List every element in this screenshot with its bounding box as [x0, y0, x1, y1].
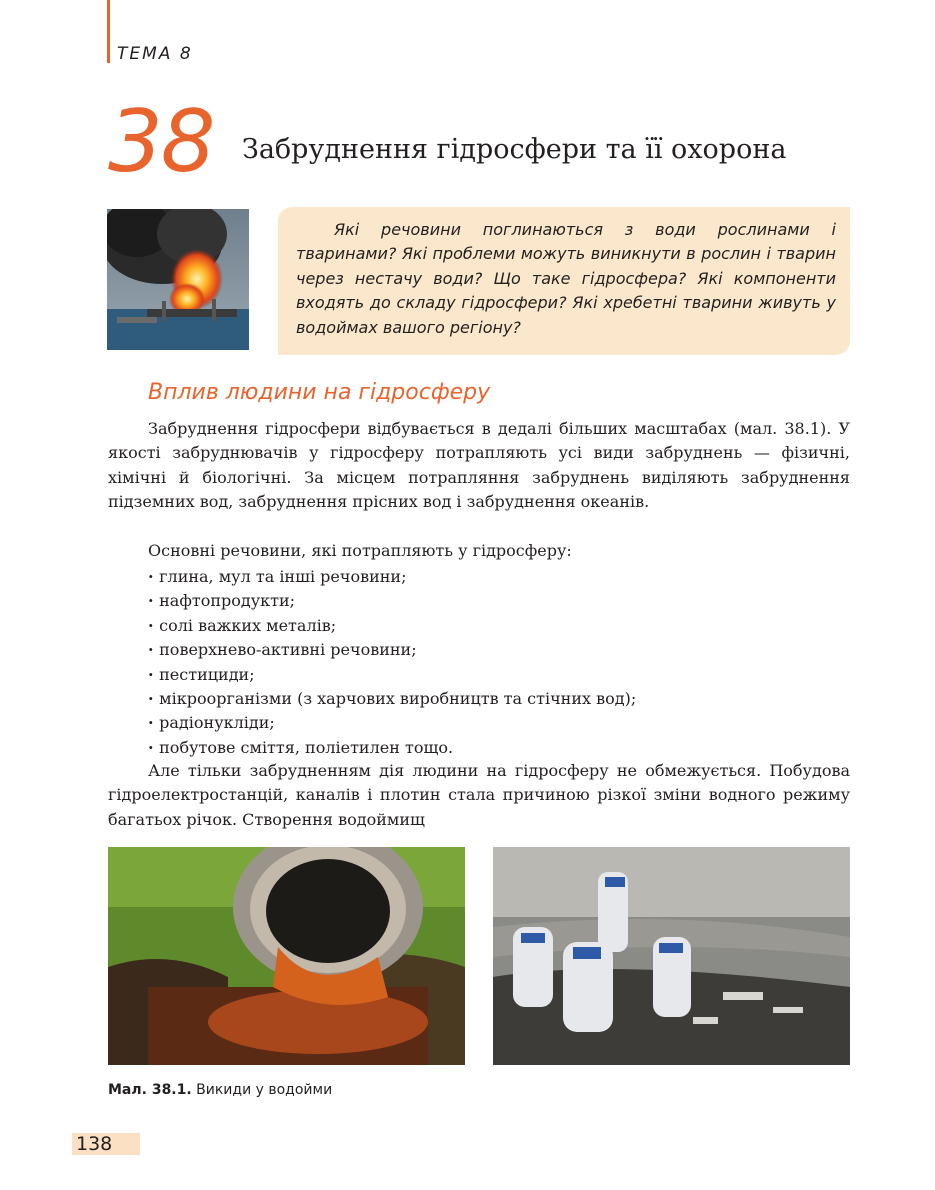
- topic-accent-bar: [107, 0, 110, 63]
- paragraph-2: Але тільки забрудненням дія людини на гідросферу не обмежується. Побудова гідроелектростанцій, каналів і плотин стала причиною різкої зміни водного режиму багатьох річок. Створення водоймищ: [108, 761, 850, 829]
- list-item: · поверхнево-активні речовини;: [148, 638, 848, 662]
- lesson-title: Забруднення гідросфери та її охорона: [242, 134, 787, 165]
- figure-caption-text: Викиди у водойми: [196, 1082, 333, 1098]
- list-item: · нафтопродукти;: [148, 589, 848, 613]
- sewage-pipe-photo: [108, 847, 465, 1065]
- list-item: · глина, мул та інші речовини;: [148, 565, 848, 589]
- pollutants-list: [148, 565, 848, 760]
- topic-label: ТЕМА 8: [117, 44, 193, 64]
- list-item: · побутове сміття, поліетилен тощо.: [148, 736, 848, 760]
- list-item: · мікроорганізми (з харчових виробництв та стічних вод);: [148, 687, 848, 711]
- oil-spill-cleanup-photo: [493, 847, 850, 1065]
- list-item: · солі важких металів;: [148, 614, 848, 638]
- list-intro: Основні речовини, які потрапляють у гідросферу:: [148, 541, 572, 560]
- figure-label: Мал. 38.1.: [108, 1082, 192, 1098]
- page-number: 138: [72, 1133, 140, 1155]
- intro-questions-text: Які речовини поглинаються з води рослинами і тваринами? Які проблеми можуть виникнути в рослин і тварин через нестачу води? Що таке гідросфера? Які компоненти входять до складу гідросфери? Які хребетні тварини живуть у водоймах вашого регіону?: [296, 220, 836, 337]
- oil-platform-fire-photo: [107, 209, 249, 350]
- list-item: · пестициди;: [148, 663, 848, 687]
- section-heading: Вплив людини на гідросферу: [148, 380, 491, 405]
- list-item: · радіонукліди;: [148, 711, 848, 735]
- paragraph-1: Забруднення гідросфери відбувається в дедалі більших масштабах (мал. 38.1). У якості забруднювачів у гідросферу потрапляють усі види забруднень — фізичні, хімічні й біологічні. За місцем потрапляння забруднень виділяють забруднення підземних вод, забруднення прісних вод і забруднення океанів.: [108, 419, 850, 511]
- figure-caption: [108, 1082, 332, 1098]
- lesson-number: 38: [108, 92, 214, 192]
